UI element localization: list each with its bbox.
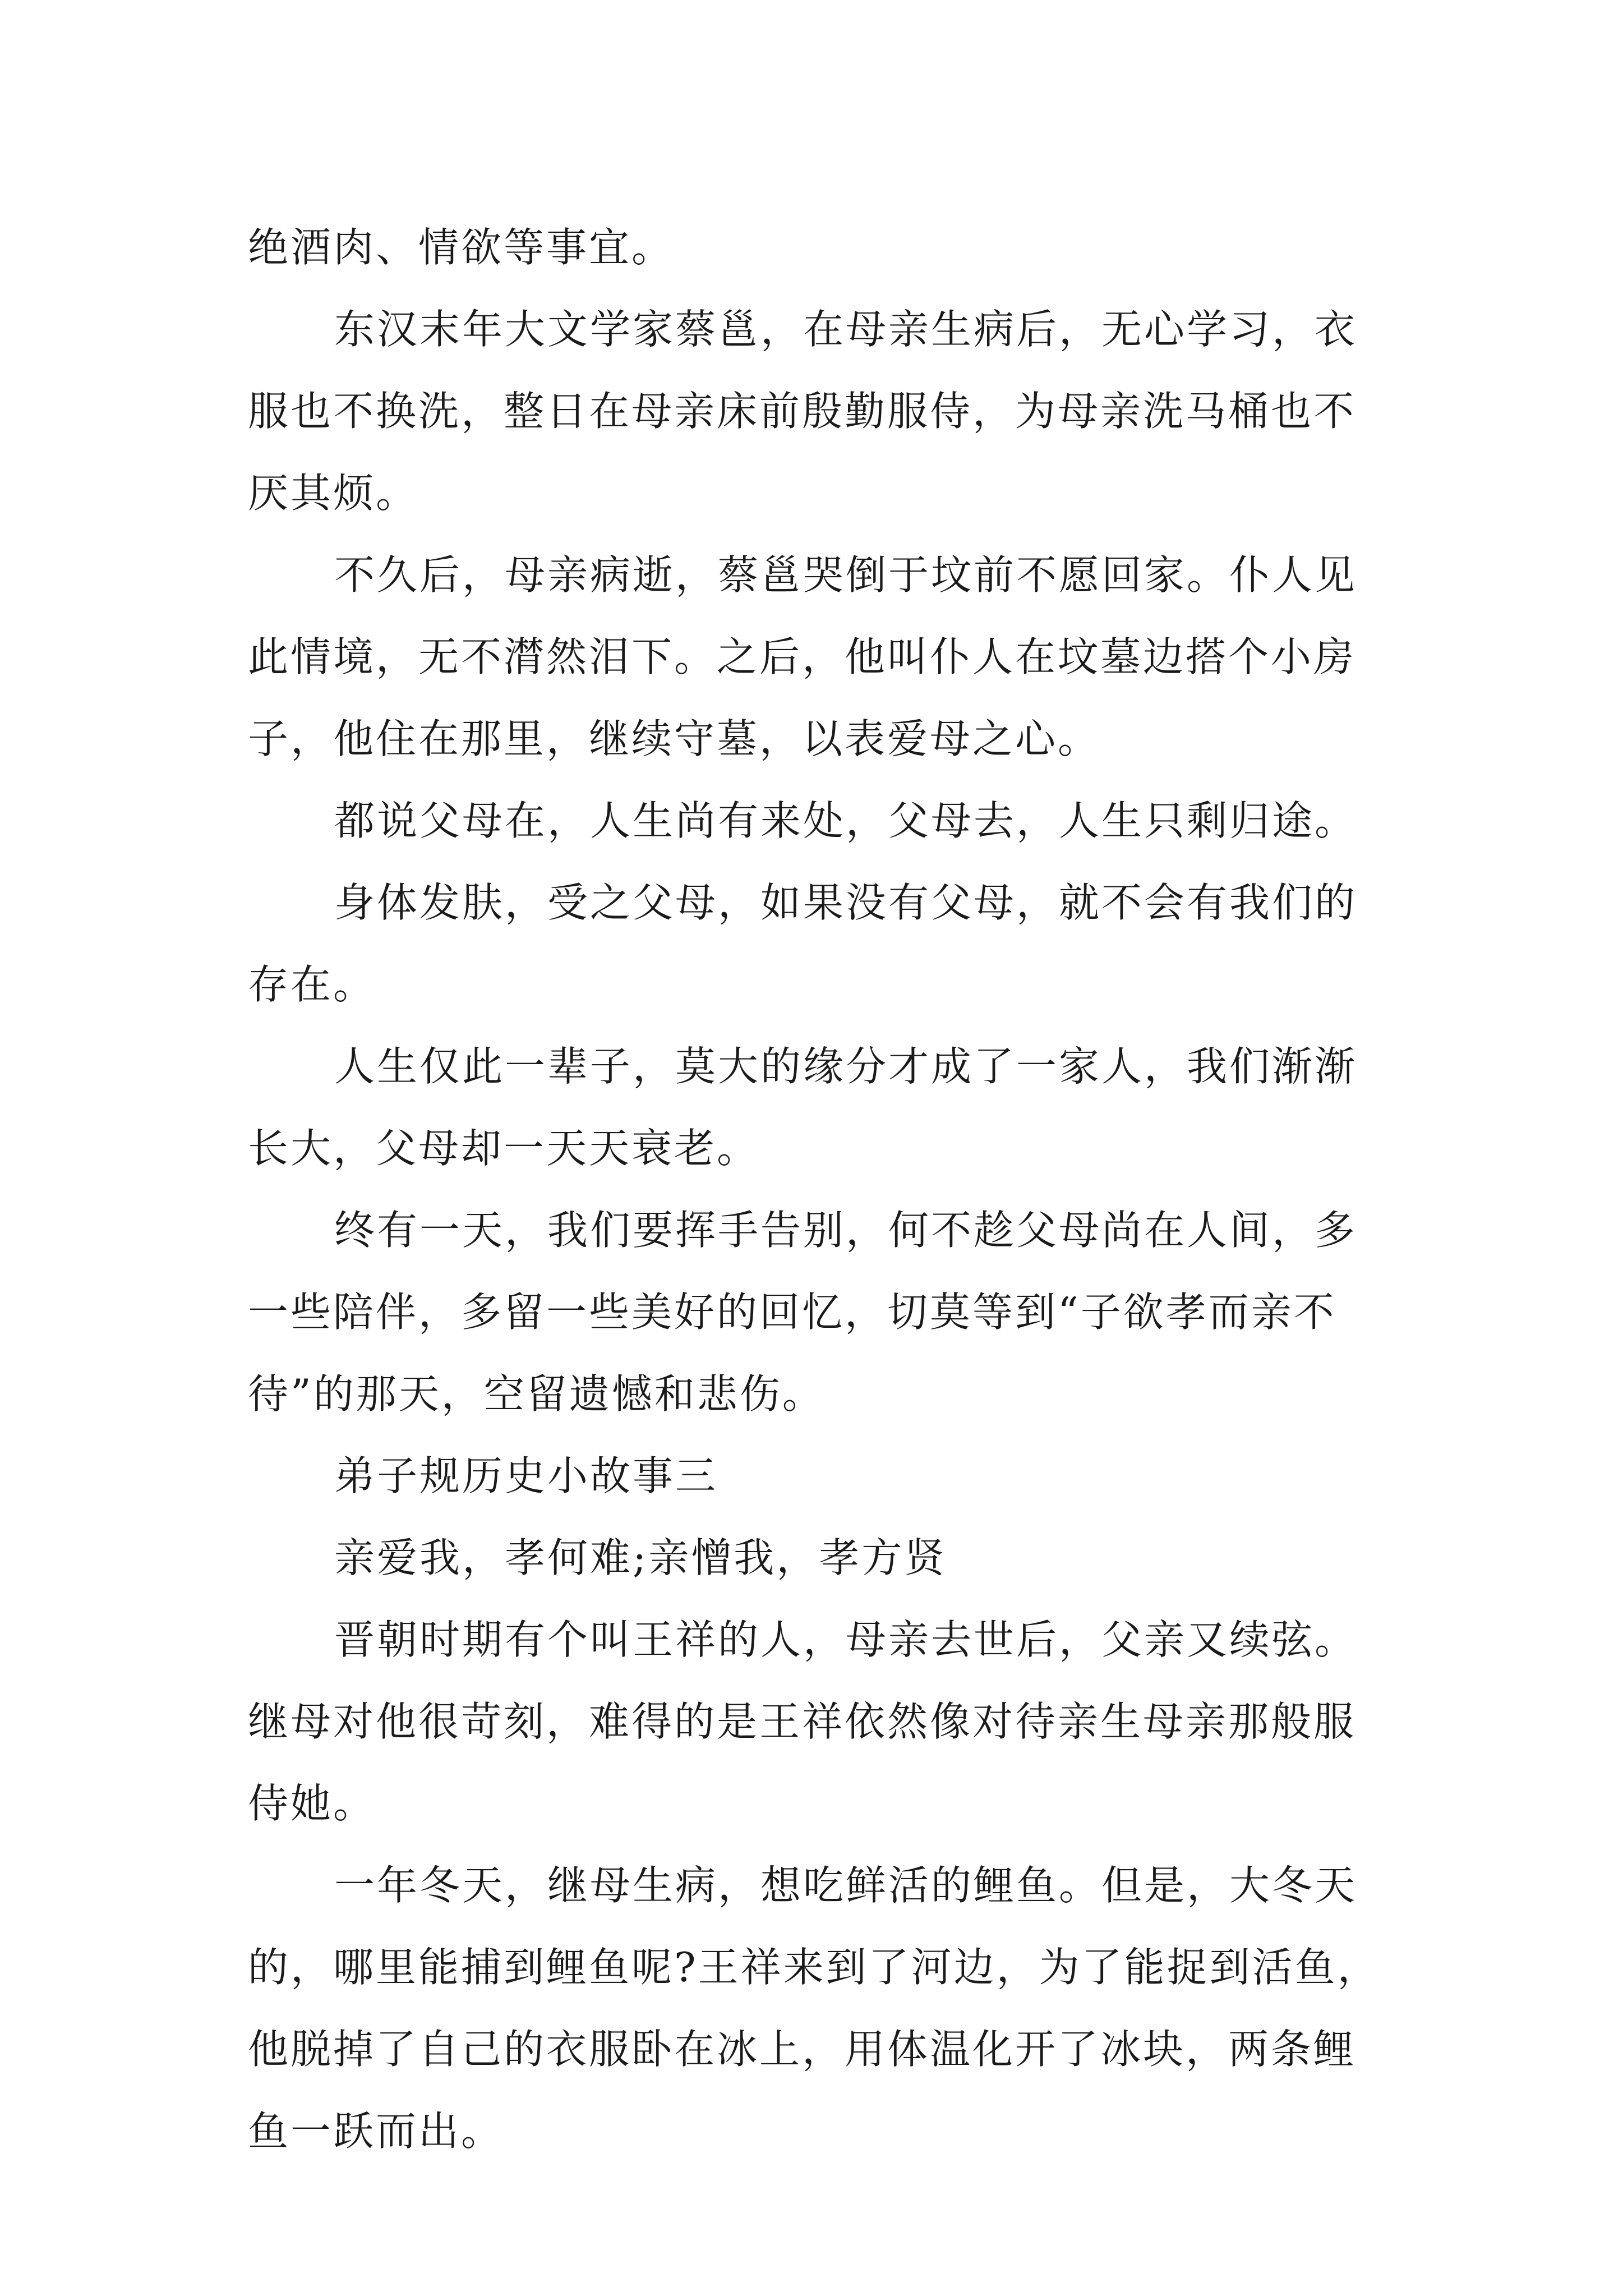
paragraph-carp-on-ice: 一年冬天，继母生病，想吃鲜活的鲤鱼。但是，大冬天的，哪里能捕到鲤鱼呢?王祥来到了河边，为了能捉到活鱼，他脱掉了自己的衣服卧在冰上，用体温化开了冰块，两条鲤鱼一跃而出。 bbox=[248, 1862, 1380, 2155]
body-text bbox=[248, 206, 1395, 2172]
paragraph-mother-death: 不久后，母亲病逝，蔡邕哭倒于坟前不愿回家。仆人见此情境，无不潸然泪下。之后，他叫仆人在坟墓边搭个小房子，他住在那里，继续守墓，以表爱母之心。 bbox=[248, 551, 1358, 762]
paragraph-body-hair-skin: 身体发肤，受之父母，如果没有父母，就不会有我们的存在。 bbox=[248, 879, 1358, 1008]
paragraph-continuation: 绝酒肉、情欲等事宜。 bbox=[248, 224, 675, 271]
paragraph-parents-saying: 都说父母在，人生尚有来处，父母去，人生只剩归途。 bbox=[334, 797, 1358, 844]
paragraph-wang-xiang: 晋朝时期有个叫王祥的人，母亲去世后，父亲又续弦。继母对他很苛刻，难得的是王祥依然像对待亲生母亲那般服侍她。 bbox=[248, 1616, 1358, 1827]
section-heading: 弟子规历史小故事三 bbox=[334, 1452, 718, 1499]
section-quote: 亲爱我，孝何难;亲憎我，孝方贤 bbox=[334, 1534, 947, 1581]
paragraph-cai-yong: 东汉末年大文学家蔡邕，在母亲生病后，无心学习，衣服也不换洗，整日在母亲床前殷勤服侍，为母亲洗马桶也不厌其烦。 bbox=[248, 306, 1358, 517]
paragraph-farewell: 终有一天，我们要挥手告别，何不趁父母尚在人间，多一些陪伴，多留一些美好的回忆，切莫等到“子欲孝而亲不待”的那天，空留遗憾和悲伤。 bbox=[248, 1207, 1358, 1418]
paragraph-one-lifetime: 人生仅此一辈子，莫大的缘分才成了一家人，我们渐渐长大，父母却一天天衰老。 bbox=[248, 1043, 1358, 1172]
